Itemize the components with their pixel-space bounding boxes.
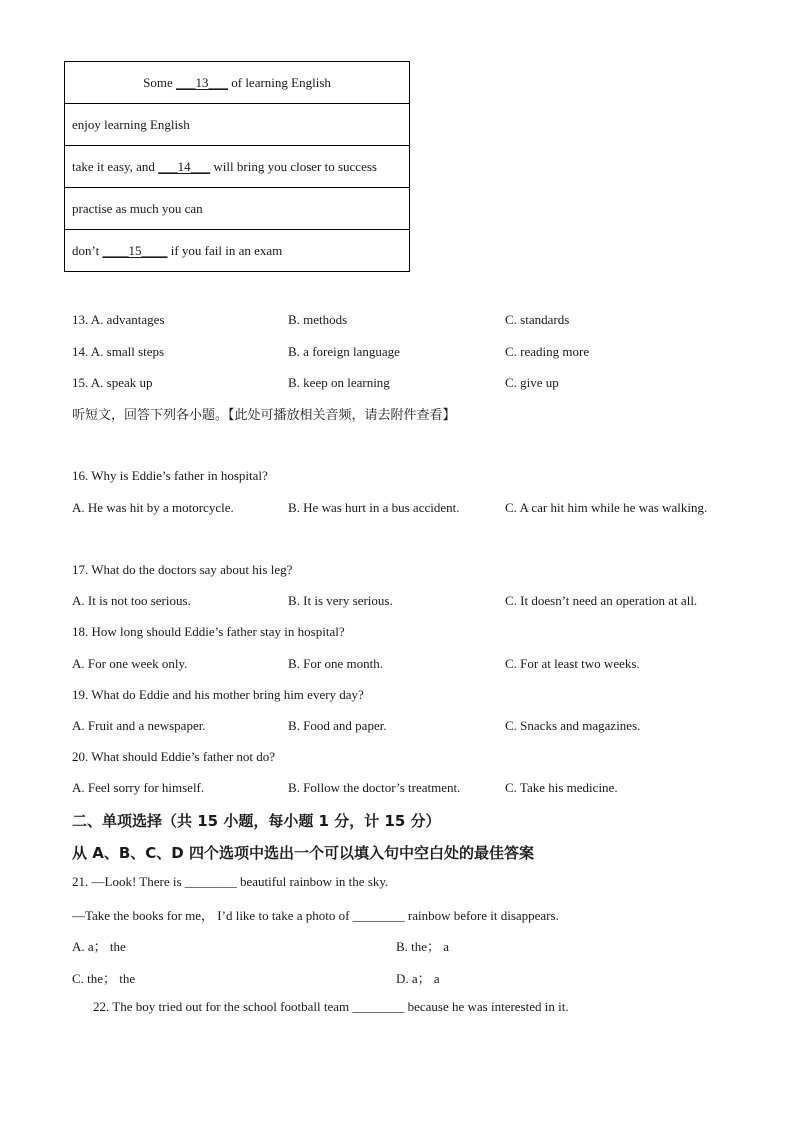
option-row-13 (0, 312, 794, 330)
option-c: C. the； the (72, 971, 136, 986)
option-c: C. reading more (505, 344, 590, 359)
table-row (65, 146, 410, 188)
option-c: C. standards (505, 312, 570, 327)
option-b: B. a foreign language (288, 344, 400, 359)
option-a: 14. A. small steps (72, 344, 165, 359)
answer-row-20 (0, 780, 794, 798)
option-c: C. A car hit him while he was walking. (505, 500, 708, 515)
option-b: B. He was hurt in a bus accident. (288, 500, 460, 515)
option-b: B. keep on learning (288, 375, 390, 390)
answer-row-17 (0, 593, 794, 611)
table-row (65, 188, 410, 230)
table-row (65, 230, 410, 272)
question-22: 22. The boy tried out for the school football team ________ because he was interested in it. (93, 999, 569, 1014)
option-a: A. It is not too serious. (72, 593, 191, 608)
question-21-line-1: 21. —Look! There is ________ beautiful rainbow in the sky. (72, 874, 389, 889)
listening-instruction: 听短文，回答下列各小题。【此处可播放相关音频，请去附件查看】 (72, 408, 456, 423)
question-21-line-2: —Take the books for me， I’d like to take a photo of ________ rainbow before it disappears. (72, 908, 559, 923)
option-row-15 (0, 375, 794, 393)
table-cell: enjoy learning English (65, 104, 410, 146)
option-a: 13. A. advantages (72, 312, 165, 327)
question-20: 20. What should Eddie’s father not do? (72, 749, 276, 764)
option-a: A. Feel sorry for himself. (72, 780, 205, 795)
table-cell: practise as much you can (65, 188, 410, 230)
blank-13: ___13___ (175, 74, 228, 90)
option-b: B. It is very serious. (288, 593, 393, 608)
option-c: C. Take his medicine. (505, 780, 618, 795)
option-row-14 (0, 344, 794, 362)
question-17: 17. What do the doctors say about his leg? (72, 562, 293, 577)
answer-row-19 (0, 718, 794, 736)
section-2-instruction: 从 A、B、C、D 四个选项中选出一个可以填入句中空白处的最佳答案 (72, 844, 534, 862)
option-b: B. For one month. (288, 656, 383, 671)
question-18: 18. How long should Eddie’s father stay in hospital? (72, 624, 345, 639)
question-16: 16. Why is Eddie’s father in hospital? (72, 468, 268, 483)
option-c: C. Snacks and magazines. (505, 718, 641, 733)
question-19: 19. What do Eddie and his mother bring him every day? (72, 687, 364, 702)
option-c: C. It doesn’t need an operation at all. (505, 593, 698, 608)
option-b: B. Follow the doctor’s treatment. (288, 780, 461, 795)
option-a: A. Fruit and a newspaper. (72, 718, 206, 733)
option-a: A. a； the (72, 939, 126, 954)
table-header-row (65, 62, 410, 104)
learning-tips-table (64, 61, 410, 272)
option-b: B. Food and paper. (288, 718, 387, 733)
section-2-title: 二、单项选择（共 15 小题，每小题 1 分，计 15 分） (72, 812, 441, 830)
option-a: 15. A. speak up (72, 375, 153, 390)
option-b: B. methods (288, 312, 348, 327)
table-row (65, 104, 410, 146)
option-a: A. He was hit by a motorcycle. (72, 500, 234, 515)
option-d: D. a； a (396, 971, 440, 986)
table-cell: take it easy, and ___14___ will bring you closer to success (65, 146, 410, 188)
answer-row-16 (0, 500, 794, 518)
table-cell: don’t ____15____ if you fail in an exam (65, 230, 410, 272)
table-header-cell: Some ___13___ of learning English (65, 62, 410, 104)
blank-15: ____15____ (102, 242, 168, 258)
option-b: B. the； a (396, 939, 450, 954)
answer-row-18 (0, 656, 794, 674)
option-c: C. give up (505, 375, 559, 390)
option-a: A. For one week only. (72, 656, 188, 671)
option-c: C. For at least two weeks. (505, 656, 640, 671)
blank-14: ___14___ (158, 158, 211, 174)
